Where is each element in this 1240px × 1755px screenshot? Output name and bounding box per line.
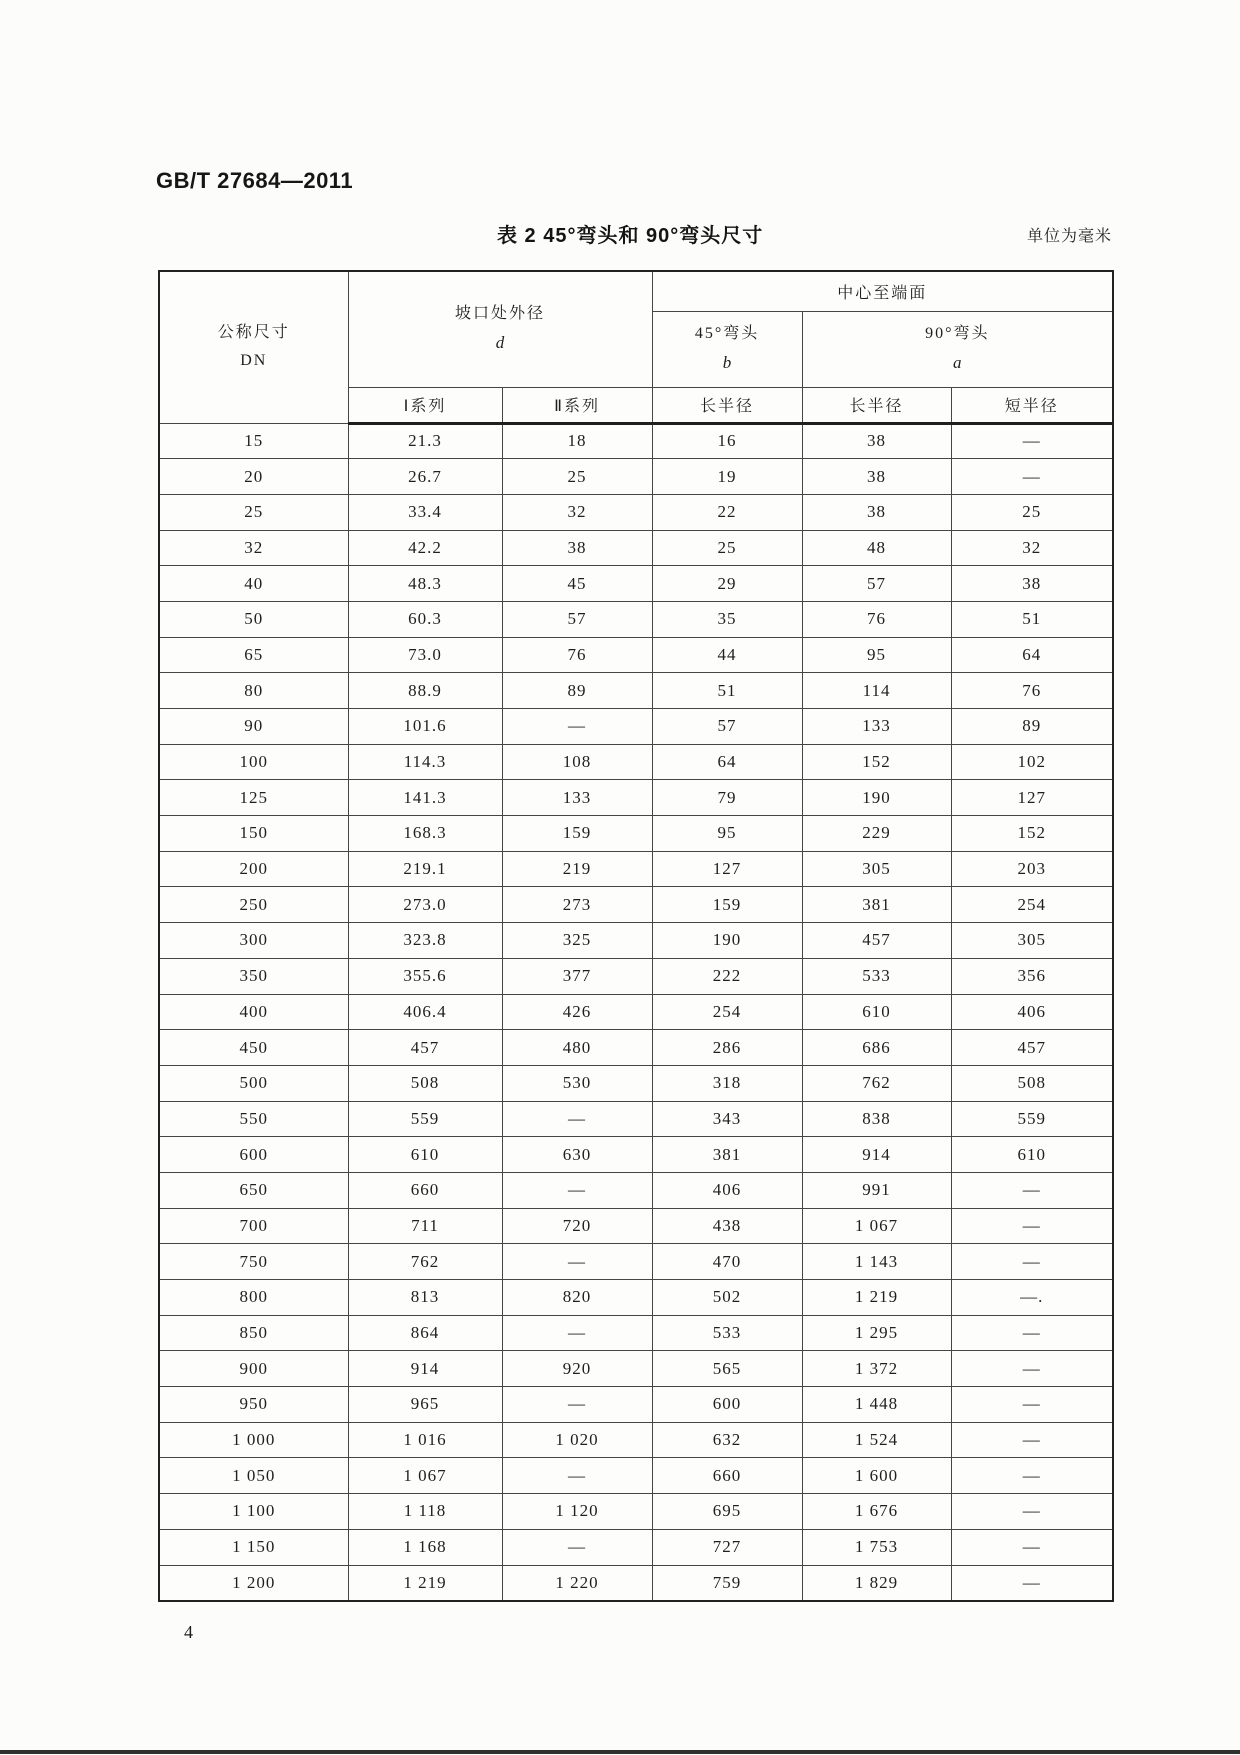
- table-cell: 32: [951, 530, 1113, 566]
- table-cell: 32: [502, 494, 652, 530]
- header-bevel-od-label: 坡口处外径: [455, 305, 546, 323]
- table-cell: 44: [652, 637, 802, 673]
- table-cell: —: [951, 1244, 1113, 1280]
- table-row: [159, 780, 1113, 816]
- table-cell: 559: [951, 1101, 1113, 1137]
- table-cell: 273: [502, 887, 652, 923]
- table-cell: 200: [159, 851, 348, 887]
- table-cell: 168.3: [348, 816, 502, 852]
- table-cell: 813: [348, 1280, 502, 1316]
- table-cell: 133: [502, 780, 652, 816]
- header-series-2: Ⅱ系列: [502, 387, 652, 423]
- table-row: [159, 459, 1113, 495]
- table-row: [159, 1387, 1113, 1423]
- table-row: [159, 637, 1113, 673]
- header-short-radius: 短半径: [951, 387, 1113, 423]
- table-cell: 630: [502, 1137, 652, 1173]
- table-cell: 381: [652, 1137, 802, 1173]
- header-long-radius-45: 长半径: [652, 387, 802, 423]
- table-cell: 1 219: [802, 1280, 951, 1316]
- table-row: [159, 1137, 1113, 1173]
- table-cell: 38: [502, 530, 652, 566]
- table-row: [159, 530, 1113, 566]
- table-cell: 19: [652, 459, 802, 495]
- table-cell: 470: [652, 1244, 802, 1280]
- table-cell: 1 753: [802, 1529, 951, 1565]
- table-cell: 650: [159, 1172, 348, 1208]
- table-cell: —: [502, 1387, 652, 1423]
- table-cell: 152: [802, 744, 951, 780]
- table-cell: 38: [802, 423, 951, 459]
- table-cell: 38: [951, 566, 1113, 602]
- header-center-to-end: 中心至端面: [652, 271, 1113, 311]
- table-cell: 73.0: [348, 637, 502, 673]
- table-body: [159, 423, 1113, 1601]
- table-cell: 759: [652, 1565, 802, 1601]
- table-cell: 1 372: [802, 1351, 951, 1387]
- table-cell: 508: [348, 1065, 502, 1101]
- table-cell: 25: [951, 494, 1113, 530]
- table-cell: 530: [502, 1065, 652, 1101]
- header-elbow-90-label: 90°弯头: [925, 325, 990, 343]
- table-cell: 1 219: [348, 1565, 502, 1601]
- table-cell: 920: [502, 1351, 652, 1387]
- table-cell: 26.7: [348, 459, 502, 495]
- table-cell: 850: [159, 1315, 348, 1351]
- table-row: [159, 1565, 1113, 1601]
- table-cell: —: [951, 1458, 1113, 1494]
- table-cell: 762: [348, 1244, 502, 1280]
- table-cell: 25: [159, 494, 348, 530]
- table-cell: 406: [652, 1172, 802, 1208]
- table-row: [159, 1422, 1113, 1458]
- table-cell: 426: [502, 994, 652, 1030]
- table-cell: 1 448: [802, 1387, 951, 1423]
- header-nominal-size-symbol: DN: [240, 352, 268, 370]
- table-cell: —: [502, 709, 652, 745]
- table-cell: 1 143: [802, 1244, 951, 1280]
- table-cell: 550: [159, 1101, 348, 1137]
- table-cell: 1 120: [502, 1494, 652, 1530]
- table-cell: 219.1: [348, 851, 502, 887]
- table-cell: 42.2: [348, 530, 502, 566]
- table-cell: 1 829: [802, 1565, 951, 1601]
- table-cell: 152: [951, 816, 1113, 852]
- table-cell: 559: [348, 1101, 502, 1137]
- table-row: [159, 1280, 1113, 1316]
- table-cell: 76: [951, 673, 1113, 709]
- table-cell: —: [502, 1458, 652, 1494]
- header-elbow-45-symbol: b: [722, 353, 732, 373]
- table-cell: 64: [652, 744, 802, 780]
- table-cell: 100: [159, 744, 348, 780]
- table-cell: 323.8: [348, 923, 502, 959]
- table-cell: 632: [652, 1422, 802, 1458]
- table-cell: —: [502, 1244, 652, 1280]
- table-cell: 250: [159, 887, 348, 923]
- table-cell: 820: [502, 1280, 652, 1316]
- table-cell: 25: [652, 530, 802, 566]
- table-cell: —: [951, 1529, 1113, 1565]
- header-long-radius-90: 长半径: [802, 387, 951, 423]
- table-cell: 318: [652, 1065, 802, 1101]
- header-series-1: Ⅰ系列: [348, 387, 502, 423]
- table-cell: —: [951, 1172, 1113, 1208]
- table-row: [159, 1529, 1113, 1565]
- table-cell: 38: [802, 459, 951, 495]
- table-cell: 406.4: [348, 994, 502, 1030]
- document-code: GB/T 27684—2011: [156, 168, 354, 193]
- table-row: [159, 1208, 1113, 1244]
- table-cell: 190: [802, 780, 951, 816]
- header-elbow-90: [802, 311, 1113, 387]
- table-cell: 305: [951, 923, 1113, 959]
- table-cell: 101.6: [348, 709, 502, 745]
- table-cell: 325: [502, 923, 652, 959]
- table-cell: —: [951, 1208, 1113, 1244]
- table-cell: —: [951, 1387, 1113, 1423]
- table-cell: 377: [502, 958, 652, 994]
- table-cell: 114: [802, 673, 951, 709]
- table-cell: 991: [802, 1172, 951, 1208]
- table-cell: 29: [652, 566, 802, 602]
- table-cell: 22: [652, 494, 802, 530]
- scan-edge-artifact: [0, 1750, 1240, 1754]
- table-cell: —: [951, 1422, 1113, 1458]
- table-cell: 273.0: [348, 887, 502, 923]
- table-row: [159, 923, 1113, 959]
- page-number: 4: [184, 1622, 193, 1642]
- table-cell: 64: [951, 637, 1113, 673]
- table-cell: 711: [348, 1208, 502, 1244]
- table-cell: 18: [502, 423, 652, 459]
- table-cell: 1 168: [348, 1529, 502, 1565]
- table-cell: 1 220: [502, 1565, 652, 1601]
- table-row: [159, 851, 1113, 887]
- table-row: [159, 673, 1113, 709]
- table-cell: 533: [652, 1315, 802, 1351]
- table-cell: 350: [159, 958, 348, 994]
- table-row: [159, 709, 1113, 745]
- table-cell: 914: [802, 1137, 951, 1173]
- table-cell: 800: [159, 1280, 348, 1316]
- table-row: [159, 1458, 1113, 1494]
- table-cell: 33.4: [348, 494, 502, 530]
- table-cell: 159: [502, 816, 652, 852]
- table-cell: 1 100: [159, 1494, 348, 1530]
- table-row: [159, 1030, 1113, 1066]
- table-cell: 127: [652, 851, 802, 887]
- table-cell: 610: [951, 1137, 1113, 1173]
- table-cell: —: [951, 423, 1113, 459]
- table-cell: 38: [802, 494, 951, 530]
- table-cell: 508: [951, 1065, 1113, 1101]
- unit-note: 单位为毫米: [1026, 228, 1112, 245]
- table-cell: 57: [802, 566, 951, 602]
- table-cell: 1 150: [159, 1529, 348, 1565]
- table-cell: 21.3: [348, 423, 502, 459]
- table-cell: 1 050: [159, 1458, 348, 1494]
- table-cell: 150: [159, 816, 348, 852]
- table-cell: 660: [652, 1458, 802, 1494]
- header-nominal-size: [159, 271, 348, 423]
- table-cell: —.: [951, 1280, 1113, 1316]
- table-cell: 355.6: [348, 958, 502, 994]
- table-cell: 1 200: [159, 1565, 348, 1601]
- table-cell: —: [502, 1529, 652, 1565]
- table-cell: 838: [802, 1101, 951, 1137]
- table-title: 表 2 45°弯头和 90°弯头尺寸: [497, 225, 764, 247]
- table-cell: 60.3: [348, 601, 502, 637]
- table-header: [159, 271, 1113, 423]
- table-cell: 610: [348, 1137, 502, 1173]
- table-cell: 1 600: [802, 1458, 951, 1494]
- table-cell: —: [951, 1351, 1113, 1387]
- table-cell: 125: [159, 780, 348, 816]
- table-cell: 457: [802, 923, 951, 959]
- table-cell: —: [502, 1101, 652, 1137]
- table-cell: 700: [159, 1208, 348, 1244]
- table-cell: 1 676: [802, 1494, 951, 1530]
- table-cell: 457: [951, 1030, 1113, 1066]
- table-cell: —: [951, 1565, 1113, 1601]
- table-cell: 159: [652, 887, 802, 923]
- table-cell: —: [951, 1315, 1113, 1351]
- table-cell: 610: [802, 994, 951, 1030]
- header-elbow-45: [652, 311, 802, 387]
- table-row: [159, 1244, 1113, 1280]
- table-row: [159, 494, 1113, 530]
- table-cell: —: [502, 1172, 652, 1208]
- table-cell: 50: [159, 601, 348, 637]
- table-cell: 89: [502, 673, 652, 709]
- table-cell: 65: [159, 637, 348, 673]
- table-cell: 20: [159, 459, 348, 495]
- table-row: [159, 566, 1113, 602]
- table-cell: 565: [652, 1351, 802, 1387]
- table-row: [159, 423, 1113, 459]
- table-cell: 51: [652, 673, 802, 709]
- table-cell: 25: [502, 459, 652, 495]
- table-cell: 1 067: [802, 1208, 951, 1244]
- table-cell: 300: [159, 923, 348, 959]
- table-cell: 254: [951, 887, 1113, 923]
- table-row: [159, 744, 1113, 780]
- table-row: [159, 1351, 1113, 1387]
- table-cell: 141.3: [348, 780, 502, 816]
- table-cell: 95: [802, 637, 951, 673]
- table-cell: 1 016: [348, 1422, 502, 1458]
- table-cell: 95: [652, 816, 802, 852]
- table-cell: 88.9: [348, 673, 502, 709]
- table-cell: 965: [348, 1387, 502, 1423]
- table-row: [159, 887, 1113, 923]
- table-cell: 80: [159, 673, 348, 709]
- table-cell: 1 020: [502, 1422, 652, 1458]
- table-cell: 45: [502, 566, 652, 602]
- table-cell: 48.3: [348, 566, 502, 602]
- table-cell: 90: [159, 709, 348, 745]
- table-cell: 750: [159, 1244, 348, 1280]
- table-cell: 356: [951, 958, 1113, 994]
- table-row: [159, 1101, 1113, 1137]
- table-cell: 533: [802, 958, 951, 994]
- table-cell: 686: [802, 1030, 951, 1066]
- table-row: [159, 1172, 1113, 1208]
- header-nominal-size-label: 公称尺寸: [217, 324, 290, 342]
- table-cell: —: [951, 1494, 1113, 1530]
- table-cell: 219: [502, 851, 652, 887]
- table-cell: 1 118: [348, 1494, 502, 1530]
- table-cell: 343: [652, 1101, 802, 1137]
- table-cell: 51: [951, 601, 1113, 637]
- table-cell: 89: [951, 709, 1113, 745]
- table-cell: 660: [348, 1172, 502, 1208]
- table-cell: 48: [802, 530, 951, 566]
- table-row: [159, 1494, 1113, 1530]
- table-cell: 305: [802, 851, 951, 887]
- table-cell: 457: [348, 1030, 502, 1066]
- table-cell: 79: [652, 780, 802, 816]
- table-cell: 1 000: [159, 1422, 348, 1458]
- table-cell: 16: [652, 423, 802, 459]
- table-cell: 600: [159, 1137, 348, 1173]
- table-cell: 950: [159, 1387, 348, 1423]
- table-row: [159, 958, 1113, 994]
- header-elbow-45-label: 45°弯头: [694, 325, 760, 343]
- table-cell: 114.3: [348, 744, 502, 780]
- table-cell: 900: [159, 1351, 348, 1387]
- table-cell: 76: [502, 637, 652, 673]
- table-cell: 1 067: [348, 1458, 502, 1494]
- table-cell: 222: [652, 958, 802, 994]
- table-cell: 500: [159, 1065, 348, 1101]
- table-cell: 108: [502, 744, 652, 780]
- table-cell: 57: [652, 709, 802, 745]
- table-cell: 229: [802, 816, 951, 852]
- table-row: [159, 1315, 1113, 1351]
- table-cell: 203: [951, 851, 1113, 887]
- table-cell: —: [502, 1315, 652, 1351]
- table-cell: —: [951, 459, 1113, 495]
- table-cell: 762: [802, 1065, 951, 1101]
- table-cell: 76: [802, 601, 951, 637]
- table-row: [159, 601, 1113, 637]
- table-cell: 450: [159, 1030, 348, 1066]
- table-cell: 133: [802, 709, 951, 745]
- elbow-dimensions-table: [158, 270, 1114, 1602]
- table-row: [159, 1065, 1113, 1101]
- table-cell: 400: [159, 994, 348, 1030]
- table-cell: 127: [951, 780, 1113, 816]
- table-cell: 32: [159, 530, 348, 566]
- table-cell: 720: [502, 1208, 652, 1244]
- table-cell: 727: [652, 1529, 802, 1565]
- table-cell: 40: [159, 566, 348, 602]
- table-cell: 914: [348, 1351, 502, 1387]
- table-cell: 864: [348, 1315, 502, 1351]
- table-cell: 254: [652, 994, 802, 1030]
- table-cell: 102: [951, 744, 1113, 780]
- table-cell: 15: [159, 423, 348, 459]
- table-cell: 286: [652, 1030, 802, 1066]
- header-bevel-od-symbol: d: [495, 333, 505, 353]
- table-cell: 438: [652, 1208, 802, 1244]
- table-cell: 1 524: [802, 1422, 951, 1458]
- table-cell: 57: [502, 601, 652, 637]
- table-cell: 381: [802, 887, 951, 923]
- table-cell: 502: [652, 1280, 802, 1316]
- table-cell: 1 295: [802, 1315, 951, 1351]
- table-cell: 480: [502, 1030, 652, 1066]
- table-cell: 695: [652, 1494, 802, 1530]
- header-bevel-od: [348, 271, 652, 387]
- table-cell: 600: [652, 1387, 802, 1423]
- table-row: [159, 816, 1113, 852]
- table-cell: 406: [951, 994, 1113, 1030]
- table-row: [159, 994, 1113, 1030]
- table-cell: 35: [652, 601, 802, 637]
- header-elbow-90-symbol: a: [953, 353, 962, 373]
- table-cell: 190: [652, 923, 802, 959]
